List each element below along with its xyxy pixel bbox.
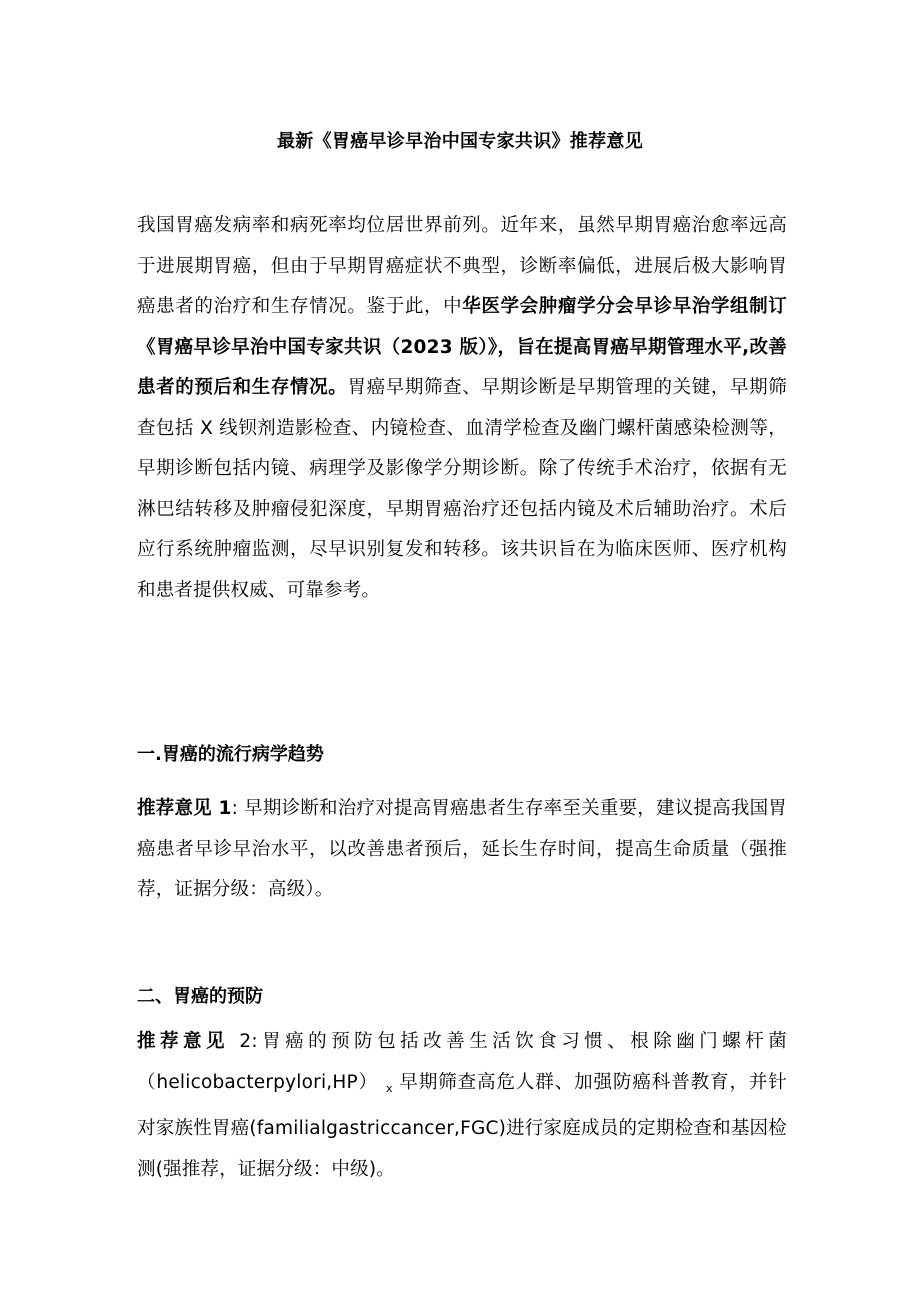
recommendation-2-text-b: 早期筛查高危人群、加强防癌科普教育，并针对家族性胃癌(familialgastriccancer,FGC)进行家庭成员的定期检查和基因检测(强推荐，证据分级：中级)。: [137, 1071, 787, 1180]
section1-heading: 一.胃癌的流行病学趋势: [137, 744, 324, 765]
recommendation-2-label: 推荐意见: [137, 1031, 230, 1052]
recommendation-2-subscript: x: [385, 1081, 393, 1095]
recommendation-2-text-a: 2:胃癌的预防包括改善生活饮食习惯、根除幽门螺杆菌（helicobacterpylori,HP）: [137, 1031, 787, 1093]
recommendation-2: [137, 1022, 787, 1190]
intro-text-1: 我国胃癌发病率和病死率均位居世界前列。近年来，虽然早期胃癌治愈率远高于进展期胃癌，但由于早期胃癌症状不典型，诊断率偏低，进展后极大影响胃癌患者的治疗和生存情况。鉴于此，中: [137, 215, 787, 317]
intro-text-bold: 华医学会肿瘤学分会早诊早治学组制订《胃癌早诊早治中国专家共识（2023 版）》，旨在提高胃癌早期管理水平,改善患者的预后和生存情况。: [137, 296, 787, 398]
recommendation-1: [137, 789, 787, 911]
section2-heading: 二、胃癌的预防: [137, 986, 263, 1007]
document-title: 最新《胃癌早诊早治中国专家共识》推荐意见: [277, 131, 643, 152]
recommendation-1-text: : 早期诊断和治疗对提高胃癌患者生存率至关重要，建议提高我国胃癌患者早诊早治水平，以改善患者预后，延长生存时间，提高生命质量（强推荐，证据分级：高级）。: [137, 798, 788, 900]
intro-text-3: 胃癌早期筛查、早期诊断是早期管理的关键，早期筛查包括 X 线钡剂造影检查、内镜检查、血清学检查及幽门螺杆菌感染检测等，早期诊断包括内镜、病理学及影像学分期诊断。除了传统手术治疗，依据有无淋巴结转移及肿瘤侵犯深度，早期胃癌治疗还包括内镜及术后辅助治疗。术后应行系统肿瘤监测，尽早识别复发和转移。该共识旨在为临床医师、医疗机构和患者提供权威、可靠参考。: [137, 377, 787, 601]
recommendation-1-label: 推荐意见 1: [137, 798, 232, 819]
intro-paragraph: [137, 206, 787, 611]
